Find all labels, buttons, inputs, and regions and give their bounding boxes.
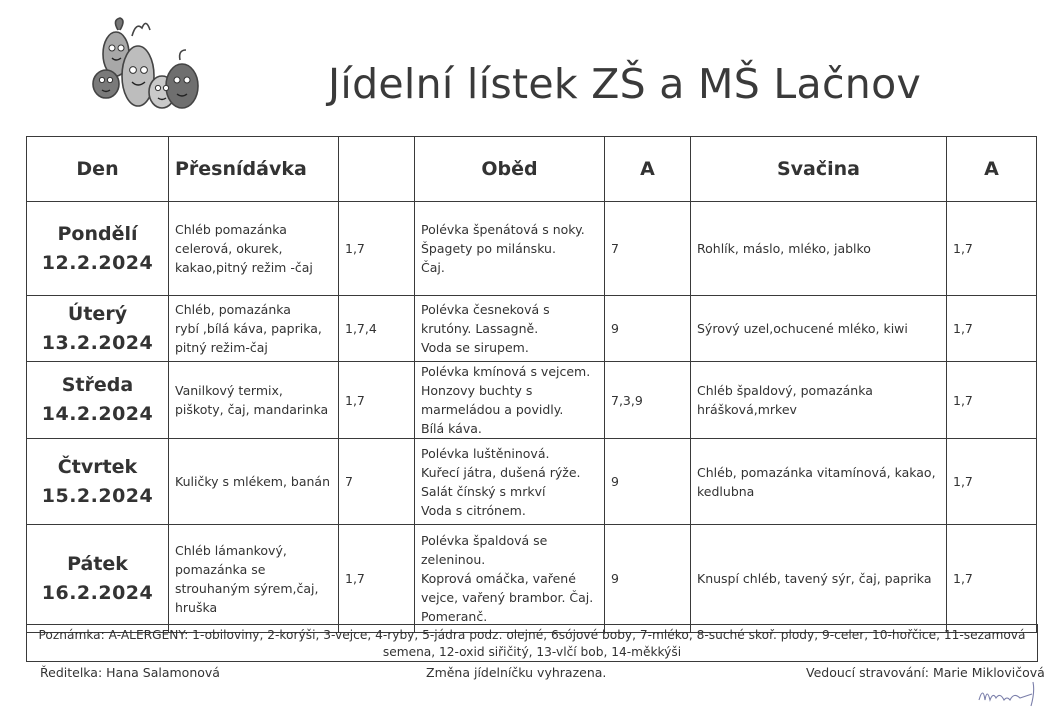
lunch-cell xyxy=(415,296,605,362)
day-date: 13.2.2024 xyxy=(41,331,154,354)
snack-am-cell-line: Chléb, pomazánka xyxy=(175,302,291,317)
lunch-cell-line: Pomeranč. xyxy=(421,609,488,624)
snack-am-cell-line: pomazánka se xyxy=(175,561,266,577)
snack-pm-codes-cell: 1,7 xyxy=(947,439,1037,525)
lunch-cell-line: Polévka kmínová s vejcem. xyxy=(421,364,591,379)
snack-am-codes-cell: 7 xyxy=(339,439,415,525)
snack-pm-codes-cell: 1,7 xyxy=(947,525,1037,633)
snack-pm-cell-line: Chléb, pomazánka vitamínová, kakao, xyxy=(697,464,936,480)
snack-am-cell-line: Chléb lámankový, xyxy=(175,542,287,558)
snack-pm-cell xyxy=(691,202,947,296)
lunch-cell xyxy=(415,202,605,296)
header-snack-pm-codes: A xyxy=(947,137,1037,202)
day-cell xyxy=(27,362,169,439)
snack-am-cell xyxy=(169,296,339,362)
snack-pm-cell-line: Knuspí chléb, tavený sýr, čaj, paprika xyxy=(697,571,932,586)
snack-pm-codes-cell: 1,7 xyxy=(947,202,1037,296)
day-name: Úterý xyxy=(67,302,128,325)
lunch-cell-line: Salát čínský s mrkví xyxy=(421,483,546,499)
lunch-cell-line: krutóny. Lassagně. xyxy=(421,321,539,336)
lunch-cell-line: Polévka špenátová s noky. xyxy=(421,222,585,237)
menu-row xyxy=(27,202,1037,296)
snack-pm-cell-line: Sýrový uzel,ochucené mléko, kiwi xyxy=(697,321,908,336)
lunch-cell-line: Polévka špaldová se xyxy=(421,533,548,548)
header-snack-am: Přesnídávka xyxy=(169,137,339,202)
snack-am-cell-line: Vanilkový termix, xyxy=(175,383,283,398)
lunch-cell-line: Čaj. xyxy=(421,260,445,275)
day-name: Pondělí xyxy=(57,222,138,245)
snack-pm-codes-cell: 1,7 xyxy=(947,362,1037,439)
menu-change-note: Změna jídelníčku vyhrazena. xyxy=(426,665,607,680)
snack-am-cell-line: kakao,pitný režim -čaj xyxy=(175,260,313,275)
snack-pm-cell xyxy=(691,525,947,633)
director-signature-label: Ředitelka: Hana Salamonová xyxy=(40,665,220,680)
snack-pm-cell xyxy=(691,362,947,439)
handwritten-signature xyxy=(975,678,1045,708)
lunch-cell-line: marmeládou a povidly. xyxy=(421,402,564,417)
lunch-cell-line: Špagety po milánsku. xyxy=(421,241,556,256)
day-date: 12.2.2024 xyxy=(41,251,154,274)
lunch-codes-cell: 7,3,9 xyxy=(605,362,691,439)
lunch-cell-line: Bílá káva. xyxy=(421,421,482,436)
snack-am-cell-line: pitný režim-čaj xyxy=(175,340,268,355)
allergen-note-line2: semena, 12-oxid siřičitý, 13-vlčí bob, 14-měkkýši xyxy=(382,645,682,659)
lunch-cell xyxy=(415,362,605,439)
vegetables-logo xyxy=(88,14,208,118)
day-date: 16.2.2024 xyxy=(41,581,154,604)
menu-row xyxy=(27,439,1037,525)
snack-am-cell-line: rybí ,bílá káva, paprika, xyxy=(175,321,322,336)
snack-am-cell xyxy=(169,439,339,525)
day-cell xyxy=(27,202,169,296)
snack-am-cell-line: Kuličky s mlékem, banán xyxy=(175,474,331,489)
day-cell xyxy=(27,296,169,362)
day-name: Středa xyxy=(61,374,134,396)
lunch-codes-cell: 9 xyxy=(605,439,691,525)
snack-am-cell-line: celerová, okurek, xyxy=(175,241,283,256)
menu-row xyxy=(27,362,1037,439)
snack-am-codes-cell: 1,7 xyxy=(339,202,415,296)
lunch-cell xyxy=(415,439,605,525)
lunch-cell xyxy=(415,525,605,633)
lunch-cell-line: Polévka luštěninová. xyxy=(421,445,550,461)
header-row xyxy=(27,137,1037,202)
snack-am-cell-line: strouhaným sýrem,čaj, xyxy=(175,580,319,596)
header-day: Den xyxy=(27,137,169,202)
snack-pm-cell-line: Rohlík, máslo, mléko, jablko xyxy=(697,241,871,256)
lunch-codes-cell: 7 xyxy=(605,202,691,296)
snack-pm-codes-cell: 1,7 xyxy=(947,296,1037,362)
menu-table xyxy=(26,136,1037,633)
head-catering-label: Vedoucí stravování: Marie Miklovičová xyxy=(806,665,1045,680)
day-date: 14.2.2024 xyxy=(41,403,154,425)
day-name: Pátek xyxy=(67,552,128,575)
day-name: Čtvrtek xyxy=(57,455,138,478)
lunch-cell-line: zeleninou. xyxy=(421,552,486,567)
lunch-cell-line: Voda se sirupem. xyxy=(421,340,529,355)
snack-am-cell-line: hruška xyxy=(175,599,218,615)
day-date: 15.2.2024 xyxy=(41,484,154,507)
snack-pm-cell-line: Chléb špaldový, pomazánka xyxy=(697,383,873,398)
snack-am-codes-cell: 1,7,4 xyxy=(339,296,415,362)
snack-am-cell-line: piškoty, čaj, mandarinka xyxy=(175,402,329,417)
snack-am-cell-line: Chléb pomazánka xyxy=(175,222,287,237)
page-title: Jídelní lístek ZŠ a MŠ Lačnov xyxy=(328,60,922,108)
allergen-note-line1: Poznámka: A-ALERGENY: 1-obiloviny, 2-korýši, 3-vejce, 4-ryby, 5-jádra podz. olejné, 6sójové boby, 7-mléko, 8-suché skoř. plody, 9-celer, 10-hořčice, 11-sezamová xyxy=(38,628,1026,642)
menu-row xyxy=(27,296,1037,362)
snack-am-cell xyxy=(169,525,339,633)
header-lunch-codes: A xyxy=(605,137,691,202)
menu-row xyxy=(27,525,1037,633)
header-snack-am-codes xyxy=(339,137,415,202)
header-lunch: Oběd xyxy=(415,137,605,202)
lunch-cell-line: Kuřecí játra, dušená rýže. xyxy=(421,464,581,480)
day-cell xyxy=(27,525,169,633)
allergen-note xyxy=(26,624,1038,662)
snack-am-cell xyxy=(169,362,339,439)
snack-am-codes-cell: 1,7 xyxy=(339,362,415,439)
snack-pm-cell-line: hrášková,mrkev xyxy=(697,402,797,417)
lunch-codes-cell: 9 xyxy=(605,296,691,362)
header-snack-pm: Svačina xyxy=(691,137,947,202)
day-cell xyxy=(27,439,169,525)
snack-pm-cell-line: kedlubna xyxy=(697,483,755,499)
lunch-codes-cell: 9 xyxy=(605,525,691,633)
snack-am-cell xyxy=(169,202,339,296)
lunch-cell-line: Koprová omáčka, vařené xyxy=(421,571,576,586)
snack-am-codes-cell: 1,7 xyxy=(339,525,415,633)
snack-pm-cell xyxy=(691,296,947,362)
lunch-cell-line: vejce, vařený brambor. Čaj. xyxy=(421,590,594,605)
lunch-cell-line: Honzovy buchty s xyxy=(421,383,533,398)
snack-pm-cell xyxy=(691,439,947,525)
lunch-cell-line: Polévka česneková s xyxy=(421,302,550,317)
lunch-cell-line: Voda s citrónem. xyxy=(421,502,526,518)
